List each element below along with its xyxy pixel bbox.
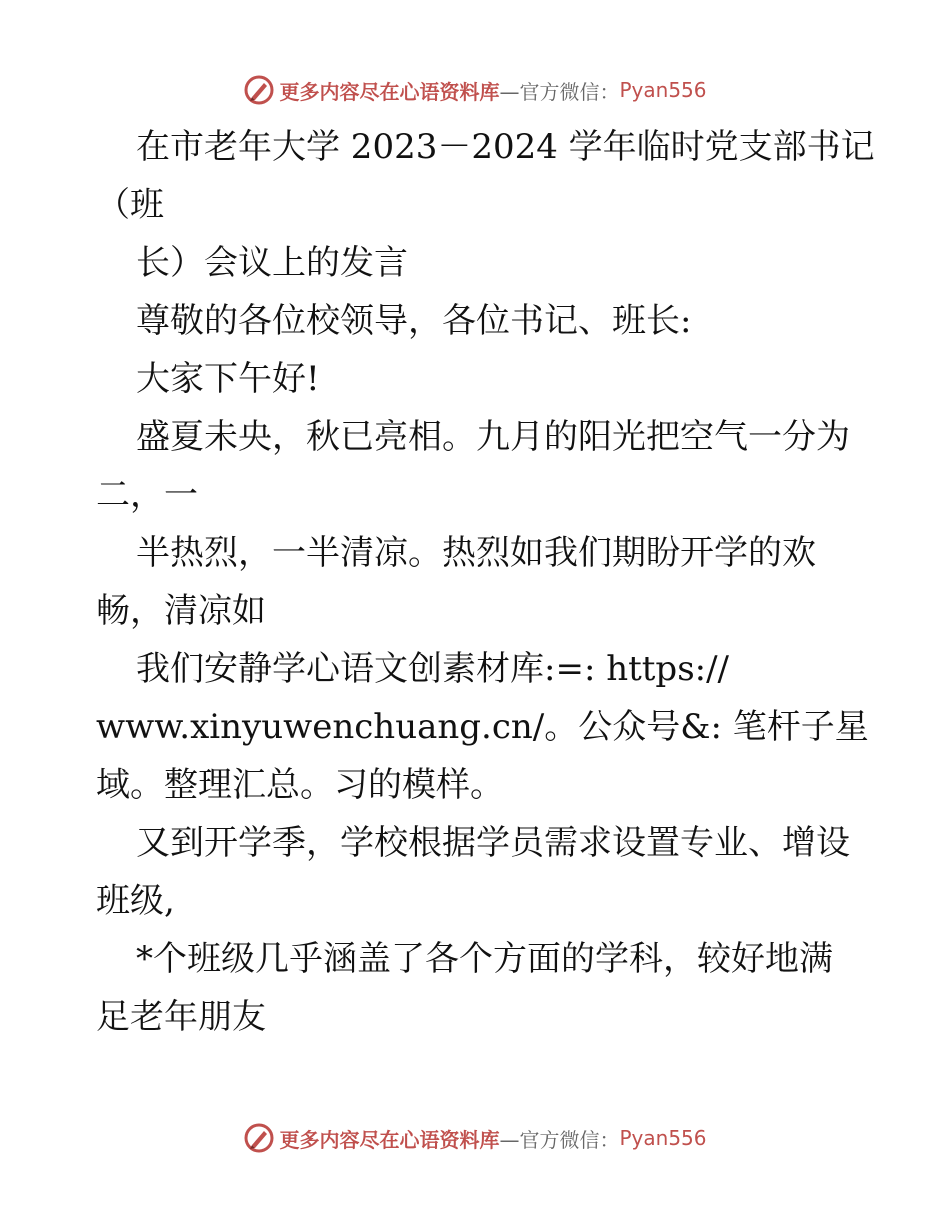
footer-watermark: [0, 1118, 950, 1158]
text-line: 长）会议上的发言: [136, 243, 408, 283]
watermark-wechat-id: Pyan556: [619, 78, 707, 102]
text-line: 又到开学季，学校根据学员需求设置专业、增设: [136, 823, 850, 863]
text-line: 足老年朋友: [96, 997, 266, 1037]
pen-logo-icon: [243, 1122, 275, 1154]
text-line: 在市老年大学 2023－2024 学年临时党支部书记: [136, 127, 875, 167]
text-line: 盛夏未央，秋已亮相。九月的阳光把空气一分为: [136, 417, 850, 457]
watermark-wechat-id: Pyan556: [619, 1126, 707, 1150]
watermark-separator: —官方微信：: [499, 79, 620, 104]
text-line: 二，一: [96, 475, 198, 515]
text-line: www.xinyuwenchuang.cn/。公众号&: 笔杆子星: [96, 707, 869, 747]
document-body: [96, 118, 875, 1046]
text-line: 大家下午好!: [136, 359, 320, 399]
text-line: 我们安静学心语文创素材库:=: https://: [136, 649, 730, 689]
text-line: *个班级几乎涵盖了各个方面的学科，较好地满: [136, 939, 833, 979]
watermark-text: 更多内容尽在心语资料库: [279, 79, 500, 104]
pen-logo-icon: [243, 74, 275, 106]
header-watermark: [0, 70, 950, 110]
text-line: 半热烈，一半清凉。热烈如我们期盼开学的欢: [136, 533, 816, 573]
text-line: 域。整理汇总。习的模样。: [96, 765, 504, 805]
watermark-text: 更多内容尽在心语资料库: [279, 1127, 500, 1152]
text-line: （班: [96, 185, 164, 225]
watermark-separator: —官方微信：: [499, 1127, 620, 1152]
text-line: 班级,: [96, 881, 175, 921]
text-line: 尊敬的各位校领导，各位书记、班长:: [136, 301, 692, 341]
text-line: 畅，清凉如: [96, 591, 266, 631]
